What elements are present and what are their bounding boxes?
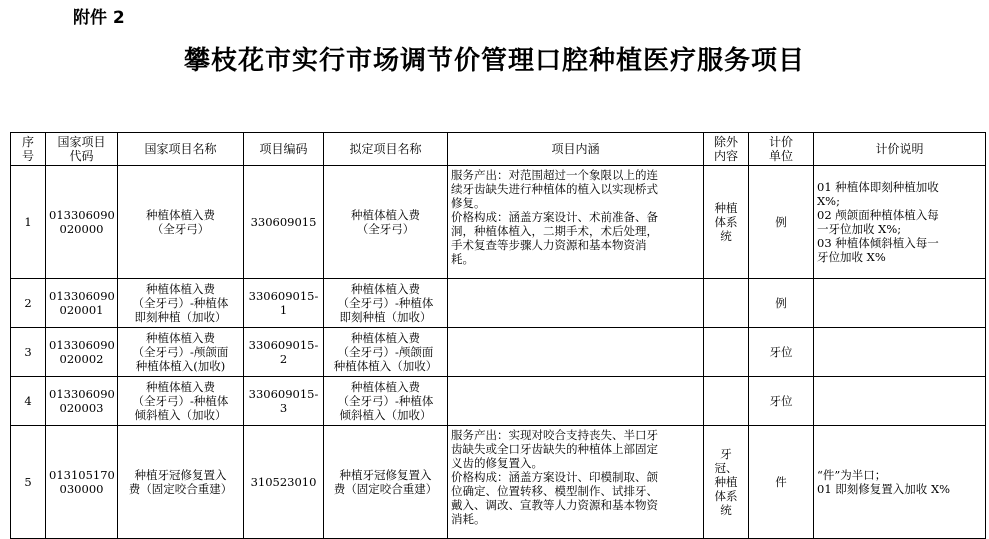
cell-national-name-line: 种植体植入费 <box>146 331 215 345</box>
cell-content <box>448 377 704 426</box>
cell-national-name-line: （全牙弓）-种植体 <box>132 296 229 310</box>
cell-proposed-name-line: 种植体植入（加收） <box>333 359 438 373</box>
cell-item-code <box>244 279 324 328</box>
cell-note-line: “件”为半口； <box>817 468 887 482</box>
cell-proposed-name-line: （全牙弓）-种植体 <box>337 394 434 408</box>
cell-national-code-line: 013306090 <box>49 289 115 303</box>
cell-national-name-line: 费（固定咬合重建） <box>128 482 233 496</box>
header-national-code: 国家项目 代码 <box>46 133 118 166</box>
attachment-label: 附件 2 <box>73 8 125 28</box>
cell-content <box>448 279 704 328</box>
page-title: 攀枝花市实行市场调节价管理口腔种植医疗服务项目 <box>183 46 805 76</box>
cell-content-line: 耗。 <box>451 252 474 266</box>
cell-item-code <box>244 166 324 279</box>
cell-national-code <box>46 279 118 328</box>
cell-excluded-line: 冠、 <box>714 461 738 475</box>
cell-national-name <box>118 279 244 328</box>
cell-note <box>814 166 986 279</box>
cell-national-name-line: 种植牙冠修复置入 <box>134 468 227 482</box>
cell-national-name-line: （全牙弓）-种植体 <box>132 394 229 408</box>
header-item-code: 项目编码 <box>244 133 324 166</box>
cell-proposed-name-line: （全牙弓）-颅颌面 <box>337 345 434 359</box>
cell-note-line: X%; <box>817 194 840 208</box>
cell-proposed-name-line: 种植体植入费 <box>351 282 420 296</box>
cell-national-code-line: 013306090 <box>49 387 115 401</box>
table-row <box>11 279 986 328</box>
cell-content-line: 齿缺失或全口牙齿缺失的种植体上部固定 <box>451 442 658 456</box>
cell-national-code-line: 020001 <box>59 303 104 317</box>
header-national-name: 国家项目名称 <box>118 133 244 166</box>
cell-proposed-name-line: （全牙弓）-种植体 <box>337 296 434 310</box>
cell-item-code <box>244 328 324 377</box>
cell-excluded-line: 种植 <box>714 201 738 215</box>
cell-note-line: 02 颅颌面种植体植入每 <box>817 208 939 222</box>
cell-note <box>814 279 986 328</box>
cell-proposed-name <box>324 328 448 377</box>
cell-excluded <box>704 426 749 539</box>
cell-national-code-line: 020003 <box>59 401 104 415</box>
table-row <box>11 328 986 377</box>
cell-national-code-line: 020002 <box>59 352 104 366</box>
cell-seq: 5 <box>11 426 46 539</box>
cell-unit: 牙位 <box>749 377 814 426</box>
cell-unit: 例 <box>749 279 814 328</box>
cell-item-code-line: 3 <box>279 401 288 415</box>
cell-content-line: 修复。 <box>451 196 486 210</box>
cell-excluded <box>704 166 749 279</box>
table-row <box>11 426 986 539</box>
cell-content-line: 洞，种植体植入，二期手术，术后处理， <box>451 224 658 238</box>
cell-excluded-line: 种植 <box>714 475 738 489</box>
cell-national-code <box>46 166 118 279</box>
cell-proposed-name <box>324 166 448 279</box>
cell-item-code-line: 330609015- <box>248 338 319 352</box>
cell-note <box>814 426 986 539</box>
cell-national-name-line: （全牙弓）-颅颌面 <box>132 345 229 359</box>
cell-excluded-line: 统 <box>720 503 732 517</box>
cell-note-line: 01 种植体即刻种植加收 <box>817 180 939 194</box>
cell-content-line: 服务产出：实现对咬合支持丧失、半口牙 <box>451 428 658 442</box>
table-row <box>11 377 986 426</box>
cell-item-code-line: 330609015- <box>248 387 319 401</box>
cell-national-code <box>46 328 118 377</box>
cell-national-name-line: 即刻种植（加收） <box>134 310 227 324</box>
cell-content-line: 服务产出：对范围超过一个象限以上的连 <box>451 168 658 182</box>
cell-proposed-name <box>324 426 448 539</box>
service-items-table <box>10 132 986 539</box>
cell-unit: 牙位 <box>749 328 814 377</box>
cell-national-name-line: 种植体植入费 <box>146 380 215 394</box>
cell-note-line: 牙位加收 X% <box>817 250 886 264</box>
cell-national-code-line: 013306090 <box>49 208 115 222</box>
cell-note <box>814 377 986 426</box>
cell-content-line: 位确定、位置转移、模型制作、试排牙、 <box>451 484 658 498</box>
cell-proposed-name <box>324 279 448 328</box>
cell-national-name-line: 种植体植入(加收) <box>135 359 226 373</box>
cell-item-code-line: 310523010 <box>250 475 317 489</box>
cell-unit: 件 <box>749 426 814 539</box>
cell-national-code-line: 013105170 <box>49 468 115 482</box>
cell-national-code-line: 013306090 <box>49 338 115 352</box>
cell-item-code <box>244 426 324 539</box>
cell-proposed-name-line: 即刻种植（加收） <box>339 310 432 324</box>
cell-proposed-name-line: 种植牙冠修复置入 <box>339 468 432 482</box>
cell-excluded-line: 体系 <box>714 489 738 503</box>
cell-proposed-name <box>324 377 448 426</box>
cell-item-code-line: 2 <box>279 352 288 366</box>
cell-excluded-line: 体系 <box>714 215 738 229</box>
cell-national-name-line: （全牙弓） <box>151 222 210 236</box>
cell-unit: 例 <box>749 166 814 279</box>
cell-proposed-name-line: （全牙弓） <box>356 222 415 236</box>
cell-national-name-line: 倾斜植入（加收） <box>134 408 227 422</box>
cell-national-name <box>118 328 244 377</box>
cell-item-code <box>244 377 324 426</box>
cell-excluded <box>704 328 749 377</box>
cell-excluded-line: 牙 <box>720 447 732 461</box>
cell-proposed-name-line: 种植体植入费 <box>351 208 420 222</box>
cell-content-line: 戴入、调改、宣教等人力资源和基本物资 <box>451 498 658 512</box>
cell-proposed-name-line: 种植体植入费 <box>351 331 420 345</box>
cell-note-line: 03 种植体倾斜植入每一 <box>817 236 939 250</box>
cell-seq: 2 <box>11 279 46 328</box>
header-note: 计价说明 <box>814 133 986 166</box>
cell-national-name <box>118 426 244 539</box>
cell-national-name-line: 种植体植入费 <box>146 282 215 296</box>
cell-proposed-name-line: 倾斜植入（加收） <box>339 408 432 422</box>
table-header-row <box>11 133 986 166</box>
header-proposed-name: 拟定项目名称 <box>324 133 448 166</box>
cell-item-code-line: 1 <box>279 303 288 317</box>
header-excluded: 除外 内容 <box>704 133 749 166</box>
cell-content-line: 消耗。 <box>451 512 486 526</box>
cell-seq: 4 <box>11 377 46 426</box>
cell-national-code <box>46 377 118 426</box>
cell-content-line: 续牙齿缺失进行种植体的植入以实现桥式 <box>451 182 658 196</box>
cell-proposed-name-line: 种植体植入费 <box>351 380 420 394</box>
cell-proposed-name-line: 费（固定咬合重建） <box>333 482 438 496</box>
cell-note <box>814 328 986 377</box>
cell-content <box>448 328 704 377</box>
cell-seq: 3 <box>11 328 46 377</box>
cell-national-name <box>118 166 244 279</box>
cell-item-code-line: 330609015 <box>250 215 317 229</box>
cell-seq: 1 <box>11 166 46 279</box>
cell-content-line: 价格构成：涵盖方案设计、术前准备、备 <box>451 210 658 224</box>
cell-national-name-line: 种植体植入费 <box>146 208 215 222</box>
cell-content <box>448 166 704 279</box>
cell-national-name <box>118 377 244 426</box>
header-seq: 序 号 <box>11 133 46 166</box>
header-content: 项目内涵 <box>448 133 704 166</box>
cell-excluded-line: 统 <box>720 229 732 243</box>
table-row <box>11 166 986 279</box>
cell-content <box>448 426 704 539</box>
cell-note-line: 01 即刻修复置入加收 X% <box>817 482 951 496</box>
cell-note-line: 一牙位加收 X%; <box>817 222 902 236</box>
cell-national-code-line: 020000 <box>59 222 104 236</box>
cell-item-code-line: 330609015- <box>248 289 319 303</box>
header-unit: 计价 单位 <box>749 133 814 166</box>
cell-content-line: 义齿的修复置入。 <box>451 456 543 470</box>
cell-national-code-line: 030000 <box>59 482 104 496</box>
cell-content-line: 价格构成：涵盖方案设计、印模制取、颌 <box>451 470 658 484</box>
cell-national-code <box>46 426 118 539</box>
cell-excluded <box>704 279 749 328</box>
cell-excluded <box>704 377 749 426</box>
cell-content-line: 手术复查等步骤人力资源和基本物资消 <box>451 238 647 252</box>
